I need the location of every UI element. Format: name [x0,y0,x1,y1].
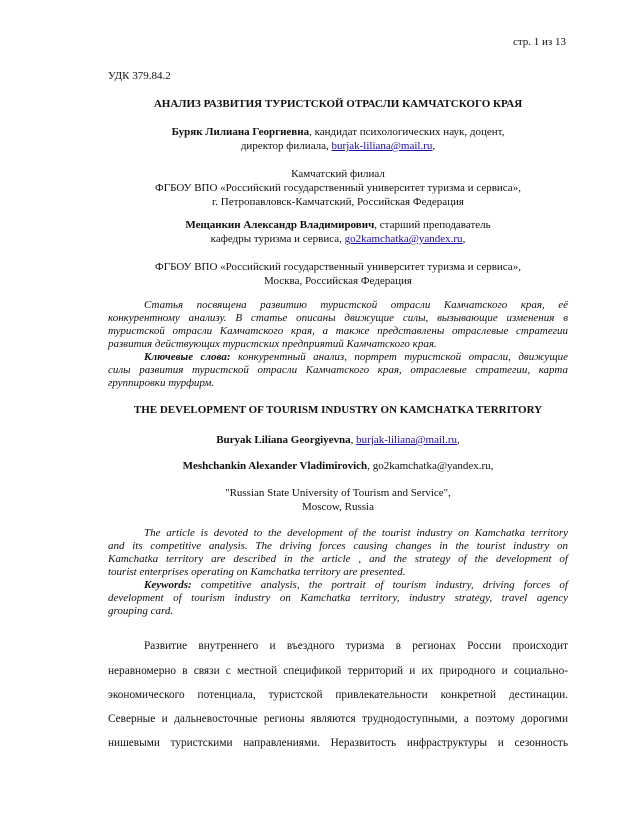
page-number: стр. 1 из 13 [512,36,566,48]
ru-author2-email-link[interactable]: go2kamchatka@yandex.ru [344,233,463,245]
en-keywords-label: Keywords: [144,579,192,591]
ru-author1-email-link[interactable]: burjak-liliana@mail.ru [331,140,433,152]
en-affil-line-2: Moscow, Russia [301,501,374,513]
ru-abstract-line-1: Статья посвящена развитию туристской отрасли Камчатского края, её [144,299,568,311]
ru-author1-info: , кандидат психологических наук, доцент, [309,126,505,138]
ru-abstract-line-4: развития действующих туристских предприятий Камчатского края. [108,338,437,350]
ru-affil1-line-2: ФГБОУ ВПО «Российский государственный университет туризма и сервиса», [155,182,521,194]
ru-affil1-line-1: Камчатский филиал [291,168,385,180]
en-keywords-line-2: development of tourism industry on Kamchatka territory, industry strategy, travel agency [108,592,568,604]
ru-title: АНАЛИЗ РАЗВИТИЯ ТУРИСТСКОЙ ОТРАСЛИ КАМЧАТСКОГО КРАЯ [153,98,523,110]
en-keywords-line-3: grouping card. [108,605,174,617]
en-abstract-line-4: tourist enterprises operating on Kamchatka territory are presented. [108,566,406,578]
ru-author2-role: кафедры туризма и сервиса, [210,233,345,245]
ru-author2-comma: , [462,233,466,245]
en-abstract-line-3: Kamchatka territory are described in the article , and the strategy of the development of [108,553,568,565]
ru-affil2-line-2: Москва, Российская Федерация [264,275,412,287]
ru-abstract-line-2: конкурентному анализу. В статье описаны движущие силы, вызывающие изменения в [108,312,568,324]
ru-keywords-label: Ключевые слова: [144,351,231,363]
en-author1-comma: , [457,434,460,446]
ru-keywords-line-2: силы развития туристской отрасли Камчатского края, отраслевые стратегии, карта [108,364,568,376]
ru-keywords-text-1: конкурентный анализ, портрет туристской отрасли, движущие [230,351,569,363]
ru-keywords-line-3: группировки турфирм. [108,377,215,389]
ru-affil2-line-1: ФГБОУ ВПО «Российский государственный университет туризма и сервиса», [155,261,521,273]
en-author1-sep: , [350,434,357,446]
ru-author1-name: Буряк Лилиана Георгиевна [171,126,310,138]
en-author2-line [108,460,568,473]
en-affil-line-1: "Russian State University of Tourism and Service", [225,487,451,499]
ru-author2-role-line [108,233,568,246]
body-line-5: нишевыми туристскими направлениями. Неразвитость инфраструктуры и сезонность [108,737,568,749]
en-abstract-line-1: The article is devoted to the development of the tourist industry on Kamchatka territory [144,527,568,539]
ru-author2-name: Мещанкин Александр Владимирович [185,219,375,231]
en-keywords-text-1: competitive analysis, the portrait of tourism industry, driving forces of [191,579,568,591]
udk-code: УДК 379.84.2 [108,70,171,82]
body-line-1: Развитие внутреннего и въездного туризма в регионах России происходит [144,640,568,652]
body-line-3: экономического потенциала, туристской привлекательности конкретной дестинации. [108,689,568,701]
en-title: THE DEVELOPMENT OF TOURISM INDUSTRY ON KAMCHATKA TERRITORY [133,404,543,416]
ru-abstract-line-3: туристской отрасли Камчатского края, а также представлены отраслевые стратегии [108,325,568,337]
ru-author1-comma: , [432,140,436,152]
body-line-2: неравномерно в связи с местной спецификой территорий и их природного и социально- [108,665,568,677]
en-keywords-line-1 [144,579,568,592]
en-author2-rest: , go2kamchatka@yandex.ru, [367,460,494,472]
ru-author2-info: , старший преподаватель [374,219,491,231]
body-line-4: Северные и дальневосточные регионы являются труднодоступными, а поэтому дорогими [108,713,568,725]
en-author1-line [108,434,568,447]
en-author1-name: Buryak Liliana Georgiyevna [216,434,351,446]
ru-author1-role: директор филиала, [240,140,332,152]
en-author1-email-link[interactable]: burjak-liliana@mail.ru [356,434,458,446]
ru-author1-role-line [108,140,568,153]
en-abstract-line-2: and its competitive analysis. The driving forces causing changes in the tourist industry on [108,540,568,552]
ru-affil1-line-3: г. Петропавловск-Камчатский, Российская Федерация [211,196,464,208]
ru-author2-line [108,219,568,232]
ru-author1-line [108,126,568,139]
ru-keywords-line-1 [144,351,568,364]
en-author2-name: Meshchankin Alexander Vladimirovich [182,460,368,472]
